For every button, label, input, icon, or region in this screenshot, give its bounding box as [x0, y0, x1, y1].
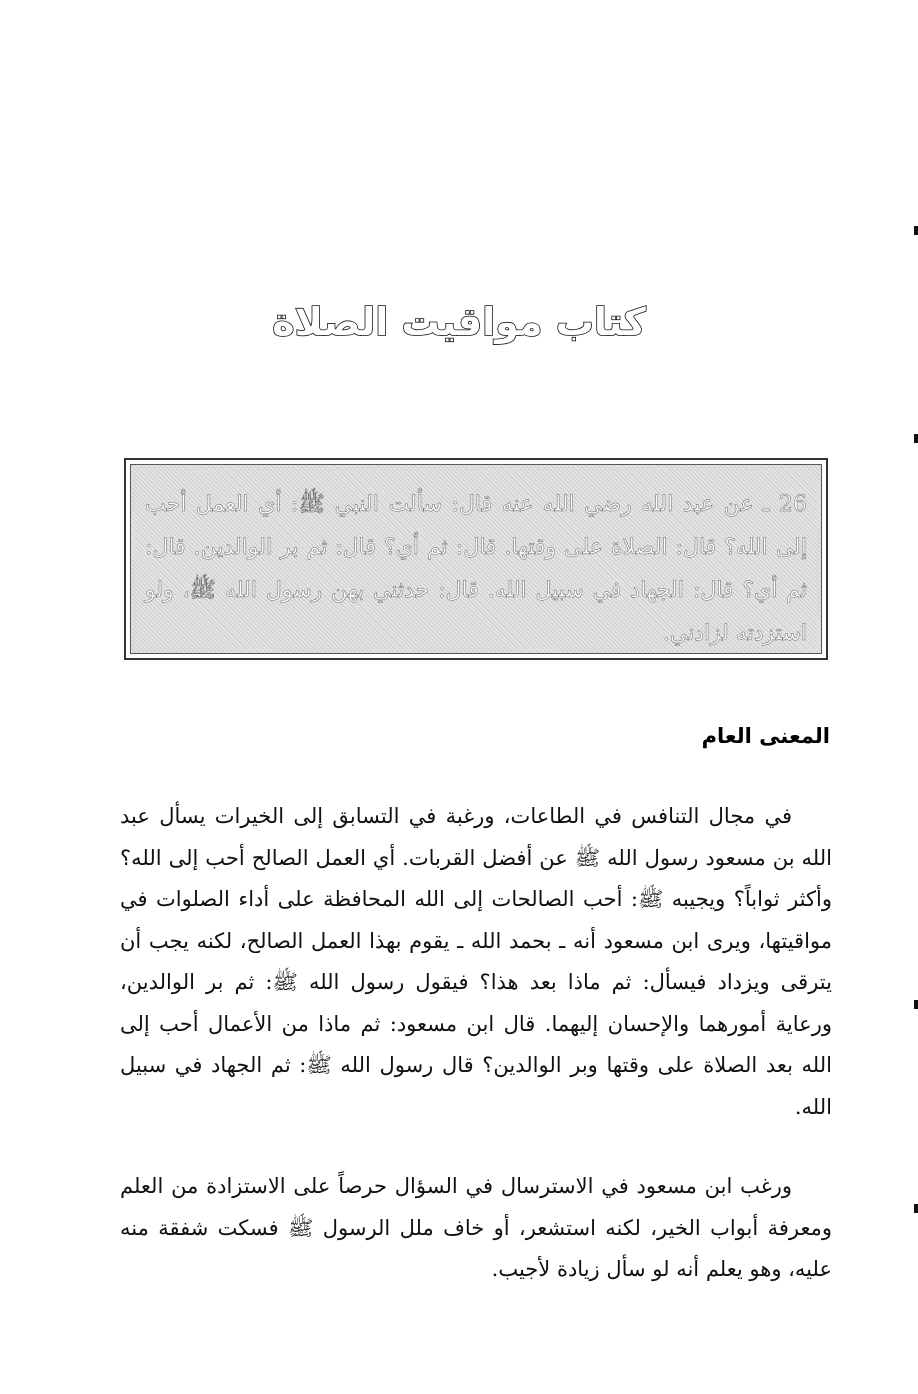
- chapter-title: كتاب مواقيت الصلاة: [272, 300, 646, 344]
- hadith-text: 26 ـ عن عبد الله رضي الله عنه قال: سألت النبي ﷺ: أي العمل أحب إلى الله؟ قال: الصلاة على وقتها. قال: ثم أي؟ قال: ثم بر الوالدين. قال: ثم أي؟ قال: الجهاد في سبيل الله. قال: حدثني بهن رسول الله ﷺ، ولو استزدته لزادني.: [130, 464, 822, 654]
- scan-edge-mark: [914, 1000, 918, 1009]
- scan-edge-mark: [914, 434, 918, 443]
- scan-edge-mark: [914, 226, 918, 235]
- hadith-box: [124, 458, 828, 660]
- paragraph-2: [120, 1166, 832, 1291]
- scan-edge-mark: [914, 1204, 918, 1213]
- paragraph-1: [120, 796, 832, 1128]
- paragraph-1-text: في مجال التنافس في الطاعات، ورغبة في التسابق إلى الخيرات يسأل عبد الله بن مسعود رسول الله ﷺ عن أفضل القربات. أي العمل الصالح أحب إلى الله؟ وأكثر ثواباً؟ ويجيبه ﷺ: أحب الصالحات إلى الله المحافظة على أداء الصلوات في مواقيتها، ويرى ابن مسعود أنه ـ بحمد الله ـ يقوم بهذا العمل الصالح، لكنه يجب أن يترقى ويزداد فيسأل: ثم ماذا بعد هذا؟ فيقول رسول الله ﷺ: ثم بر الوالدين، ورعاية أمورهما والإحسان إليهما. قال ابن مسعود: ثم ماذا من الأعمال أحب إلى الله بعد الصلاة على وقتها وبر الوالدين؟ قال رسول الله ﷺ: ثم الجهاد في سبيل الله.: [120, 804, 832, 1119]
- section-heading: المعنى العام: [701, 724, 830, 748]
- paragraph-2-text: ورغب ابن مسعود في الاسترسال في السؤال حرصاً على الاستزادة من العلم ومعرفة أبواب الخير، لكنه استشعر، أو خاف ملل الرسول ﷺ فسكت شفقة منه عليه، وهو يعلم أنه لو سأل زيادة لأجيب.: [120, 1174, 832, 1281]
